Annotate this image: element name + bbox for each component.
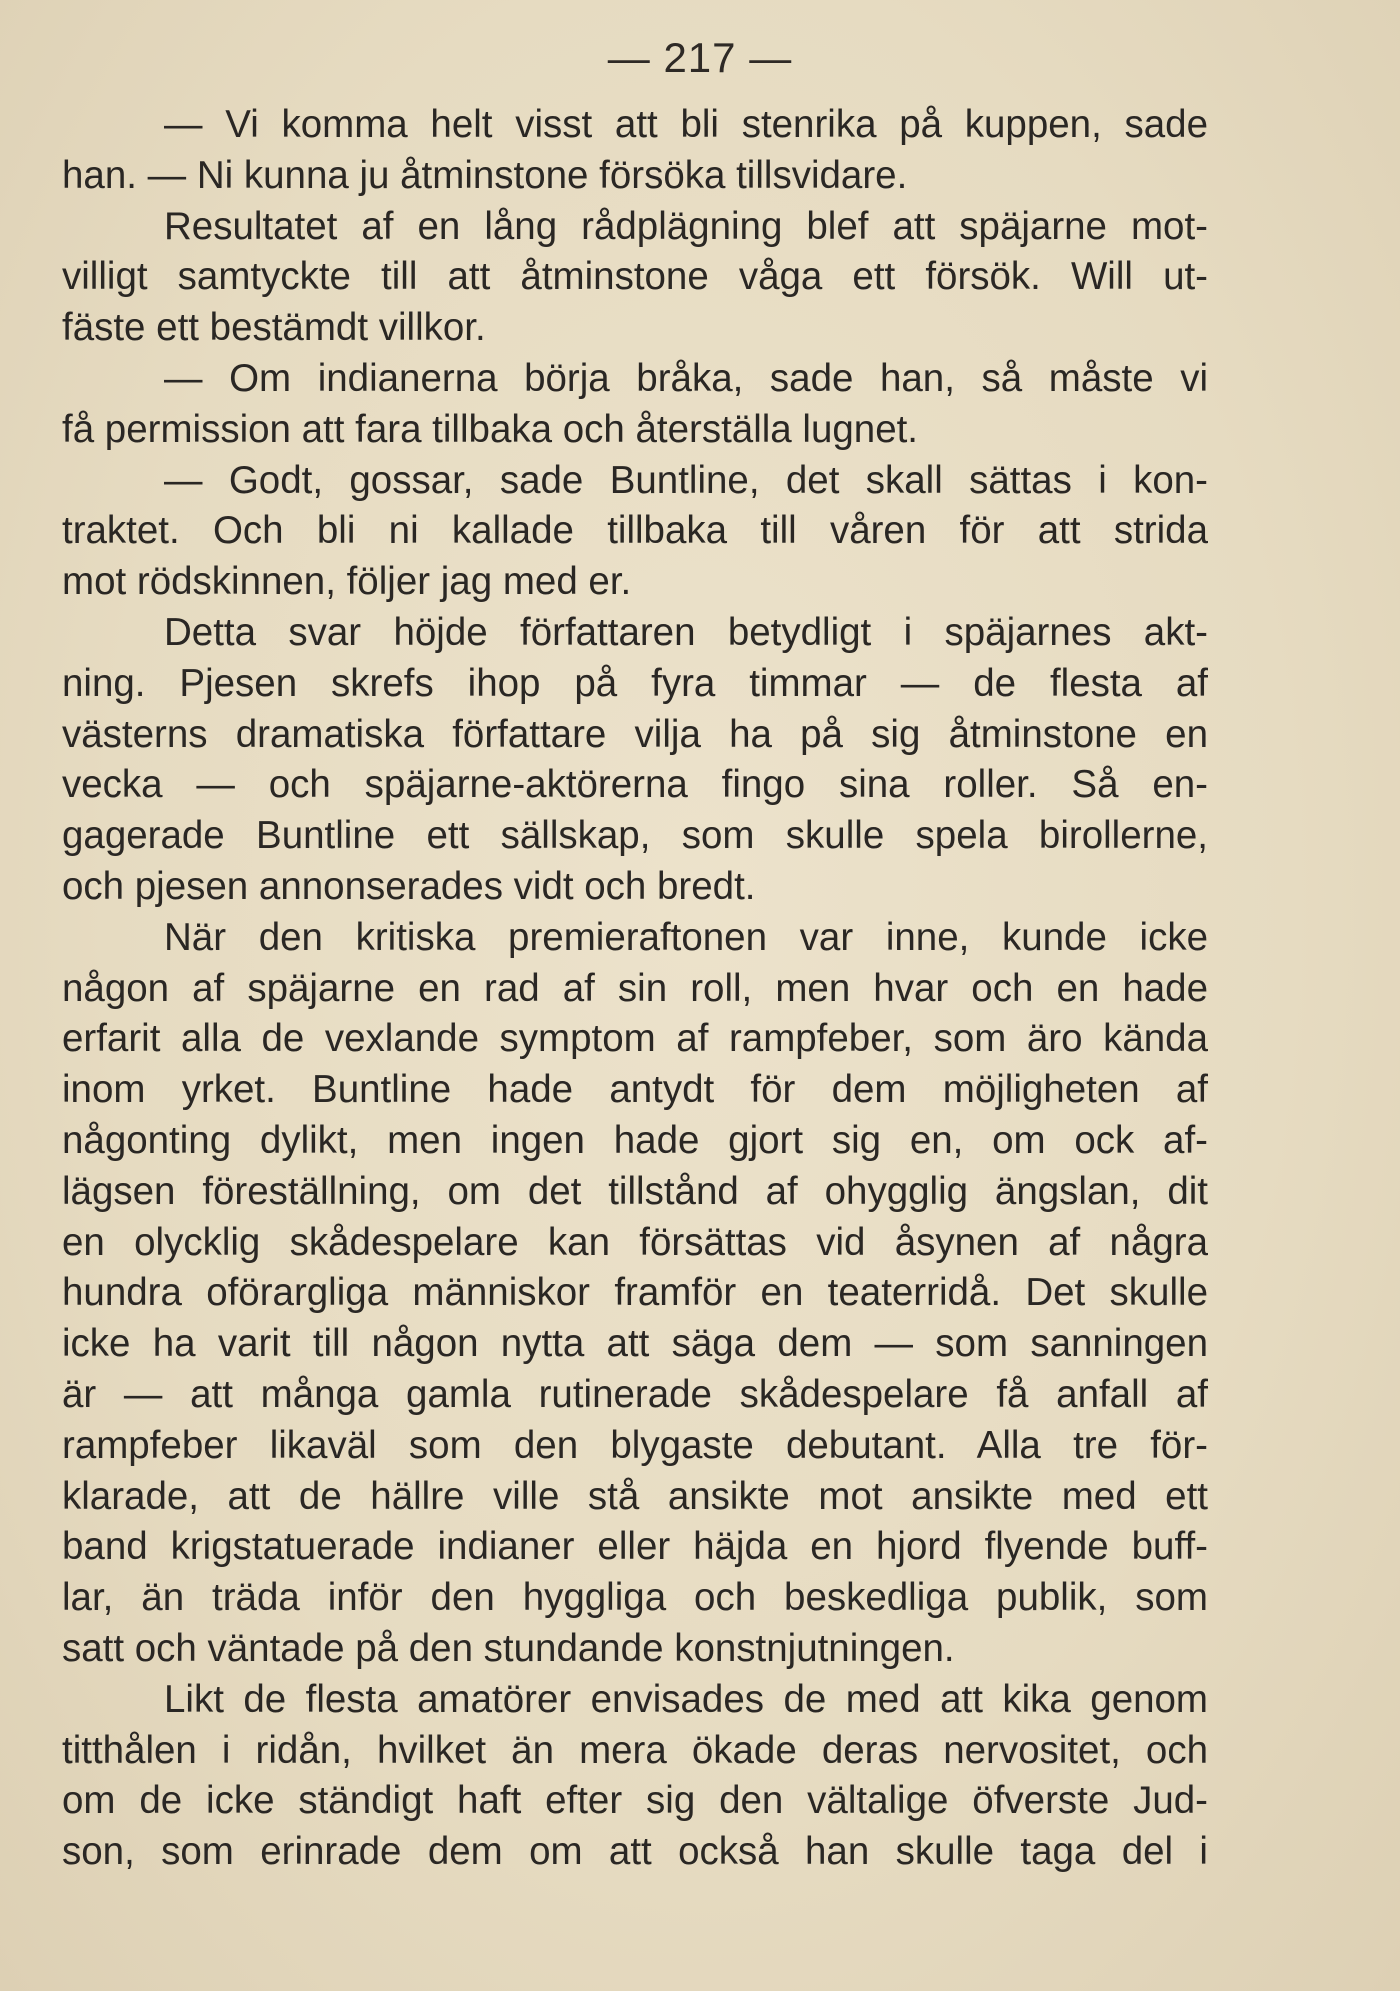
body-text: [62, 100, 1208, 1878]
text-line: titthålen i ridån, hvilket än mera ökade deras nervositet, och: [62, 1728, 1208, 1772]
text-line: gagerade Buntline ett sällskap, som skulle spela birollerne,: [62, 814, 1208, 858]
text-line: erfarit alla de vexlande symptom af rampfeber, som äro kända: [62, 1017, 1208, 1061]
text-line: ning. Pjesen skrefs ihop på fyra timmar — de flesta af: [62, 661, 1208, 705]
text-line: — Vi komma helt visst att bli stenrika på kuppen, sade: [164, 103, 1208, 146]
text-line: inom yrket. Buntline hade antydt för dem möjligheten af: [62, 1068, 1208, 1112]
text-line: klarade, att de hällre ville stå ansikte mot ansikte med ett: [62, 1474, 1208, 1518]
text-line: Likt de flesta amatörer envisades de med att kika genom: [164, 1677, 1208, 1721]
text-line: västerns dramatiska författare vilja ha på sig åtminstone en: [62, 712, 1208, 756]
text-line: — Godt, gossar, sade Buntline, det skall sättas i kon-: [164, 458, 1208, 502]
text-line: — Om indianerna börja bråka, sade han, så måste vi: [164, 356, 1208, 400]
text-line: band krigstatuerade indianer eller häjda en hjord flyende buff-: [62, 1525, 1208, 1569]
text-line: Detta svar höjde författaren betydligt i späjarnes akt-: [164, 610, 1208, 654]
page-number-header: — 217 —: [607, 34, 793, 81]
text-line: en olycklig skådespelare kan försättas vid åsynen af några: [62, 1220, 1208, 1264]
text-line: satt och väntade på den stundande konstnjutningen.: [62, 1626, 955, 1670]
text-line: mot rödskinnen, följer jag med er.: [62, 560, 632, 604]
text-line: villigt samtyckte till att åtminstone våga ett försök. Will ut-: [62, 255, 1208, 299]
text-line: hundra oförargliga människor framför en teaterridå. Det skulle: [62, 1271, 1208, 1315]
text-line: och pjesen annonserades vidt och bredt.: [62, 864, 756, 908]
text-line: om de icke ständigt haft efter sig den vältalige öfverste Jud-: [62, 1779, 1208, 1823]
text-line: någonting dylikt, men ingen hade gjort sig en, om ock af-: [62, 1118, 1208, 1162]
text-line: är — att många gamla rutinerade skådespelare få anfall af: [62, 1372, 1208, 1416]
text-line: När den kritiska premieraftonen var inne, kunde icke: [164, 915, 1208, 959]
text-line: fäste ett bestämdt villkor.: [62, 306, 486, 350]
text-line: Resultatet af en lång rådplägning blef att späjarne mot-: [164, 204, 1208, 248]
text-line: icke ha varit till någon nytta att säga dem — som sanningen: [62, 1322, 1208, 1366]
text-line: rampfeber likaväl som den blygaste debutant. Alla tre för-: [62, 1423, 1208, 1467]
text-line: vecka — och späjarne-aktörerna fingo sina roller. Så en-: [62, 763, 1208, 807]
text-line: lar, än träda inför den hyggliga och beskedliga publik, som: [62, 1576, 1208, 1620]
text-line: traktet. Och bli ni kallade tillbaka till våren för att strida: [62, 509, 1208, 553]
text-line: få permission att fara tillbaka och återställa lugnet.: [62, 407, 919, 451]
text-line: någon af späjarne en rad af sin roll, men hvar och en hade: [62, 966, 1208, 1010]
text-line: son, som erinrade dem om att också han skulle taga del i: [62, 1830, 1208, 1874]
text-line: lägsen föreställning, om det tillstånd af ohygglig ängslan, dit: [62, 1169, 1208, 1213]
text-line: han. — Ni kunna ju åtminstone försöka tillsvidare.: [62, 153, 908, 197]
